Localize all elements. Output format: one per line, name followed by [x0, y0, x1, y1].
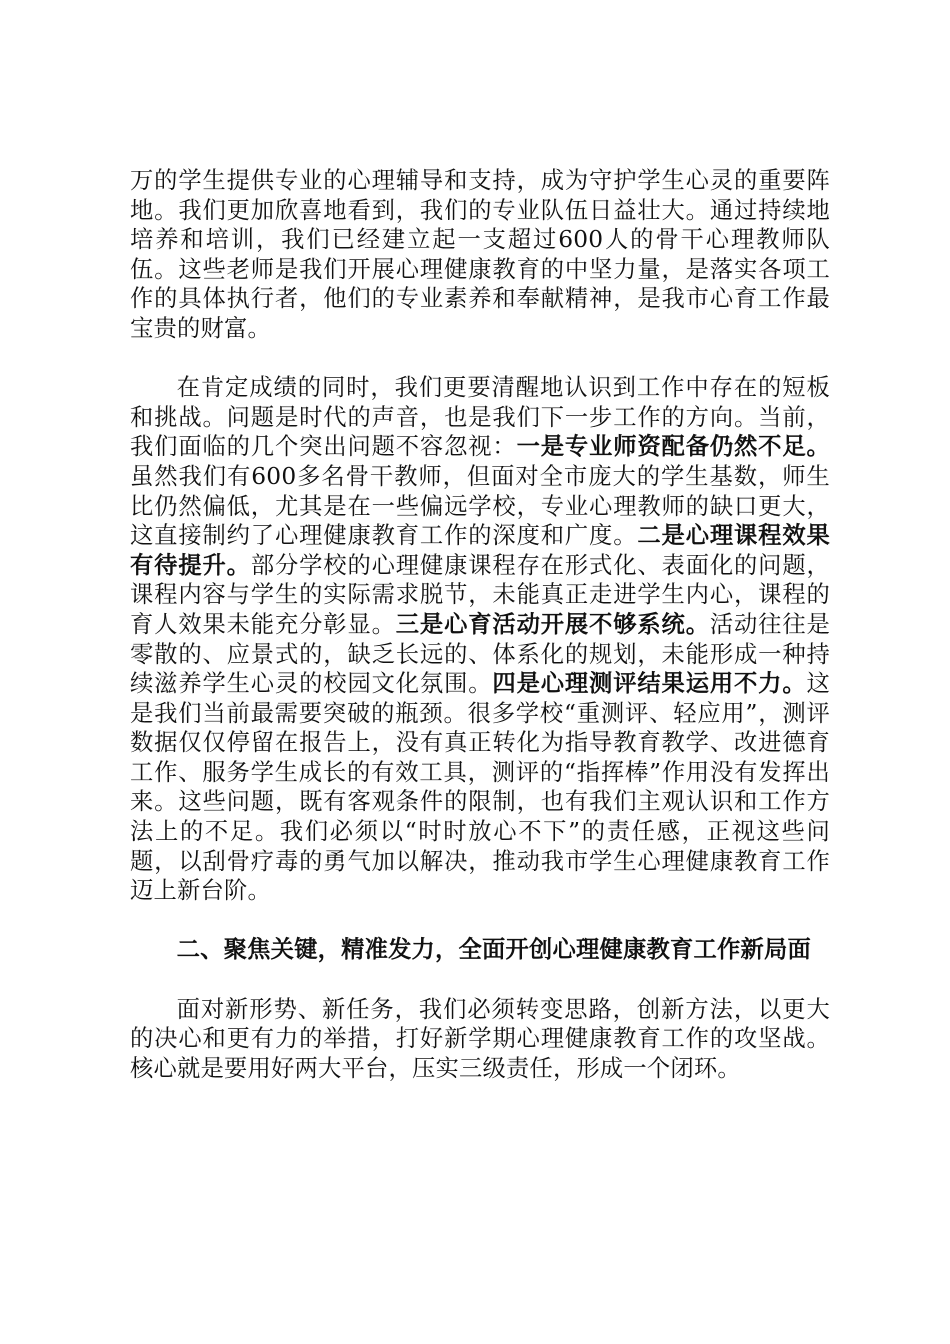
section-heading: 二、聚焦关键，精准发力，全面开创心理健康教育工作新局面 — [176, 936, 812, 964]
problems-intro: 在肯定成绩的同时，我们更要清醒地认识到工作中存在的短板和挑战。问题是时代的声音，也是我们下一步工作的方向。当前，我们面临的几个突出问题不容忽视： — [130, 374, 830, 461]
point-2-title: 二是心理课程效果有待提升。 — [130, 522, 830, 579]
paragraph-continued: 万的学生提供专业的心理辅导和支持，成为守护学生心灵的重要阵地。我们更加欣喜地看到，我们的专业队伍日益壮大。通过持续地培养和培训，我们已经建立起一支超过600人的骨干心理教师队伍。这些老师是我们开展心理健康教育的中坚力量，是落实各项工作的具体执行者，他们的专业素养和奉献精神，是我市心育工作最宝贵的财富。 — [130, 167, 830, 342]
paragraph-problems — [130, 373, 830, 906]
paragraph-gap — [130, 344, 830, 374]
point-3-title: 三是心育活动开展不够系统。 — [395, 610, 710, 638]
paragraph-gap — [130, 965, 830, 995]
point-1-text: 虽然我们有600多名骨干教师，但面对全市庞大的学生基数，师生比仍然偏低，尤其是在一些偏远学校，专业心理教师的缺口更大，这直接制约了心理健康教育工作的深度和广度。 — [130, 462, 830, 550]
point-4-text: 这是我们当前最需要突破的瓶颈。很多学校“重测评、轻应用”，测评数据仅仅停留在报告上，没有真正转化为指导教育教学、改进德育工作、服务学生成长的有效工具，测评的“指挥棒”作用没有发挥出来。这些问题，既有客观条件的限制，也有我们主观认识和工作方法上的不足。我们必须以“时时放心不下”的责任感，正视这些问题，以刮骨疗毒的勇气加以解决，推动我市学生心理健康教育工作迈上新台阶。 — [130, 670, 830, 905]
point-2-text: 部分学校的心理健康课程存在形式化、表面化的问题，课程内容与学生的实际需求脱节，未能真正走进学生内心，课程的育人效果未能充分彰显。 — [130, 551, 830, 638]
point-4-title: 四是心理测评结果运用不力。 — [492, 670, 807, 698]
paragraph-new-situation: 面对新形势、新任务，我们必须转变思路，创新方法，以更大的决心和更有力的举措，打好新学期心理健康教育工作的攻坚战。核心就是要用好两大平台，压实三级责任，形成一个闭环。 — [130, 995, 830, 1082]
document-body — [130, 166, 830, 1083]
paragraph-gap — [130, 906, 830, 936]
point-1-title: 一是专业师资配备仍然不足。 — [516, 433, 830, 461]
point-3-text: 活动往往是零散的、应景式的，缺乏长远的、体系化的规划，未能形成一种持续滋养学生心灵的校园文化氛围。 — [130, 610, 830, 698]
